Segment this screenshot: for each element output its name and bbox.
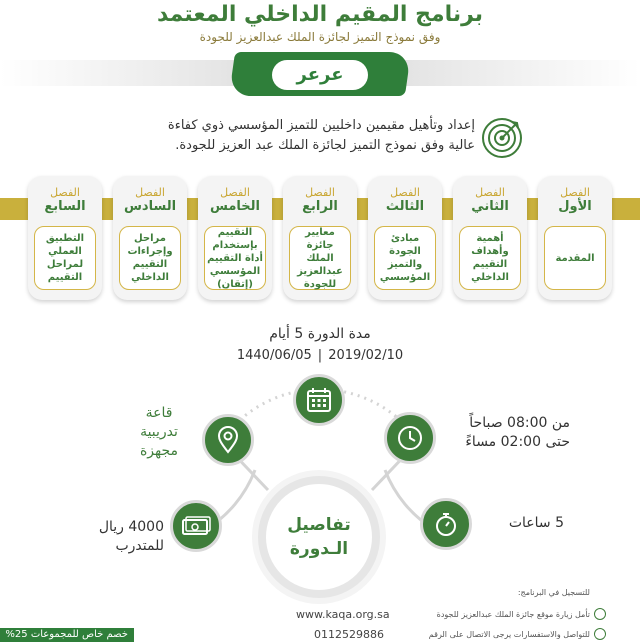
chapter-ordinal: الرابع (302, 199, 338, 214)
course-dates (220, 348, 420, 363)
globe-icon (594, 608, 606, 620)
chapter-label: الفصل (390, 186, 420, 199)
fee-text (84, 518, 164, 556)
date-hijri: 1440/06/05 (236, 348, 312, 363)
course-duration: مدة الدورة 5 أيام (269, 326, 371, 342)
register-title: للتسجيل في البرنامج: (517, 588, 590, 597)
chapter-ordinal: السادس (123, 199, 177, 214)
chapter-card-1 (538, 176, 612, 300)
chapter-ordinal: الثالث (385, 199, 425, 214)
date-gregorian: 2019/02/10 (328, 348, 404, 363)
chapter-ordinal: الثاني (471, 199, 509, 214)
chapter-ordinal: السابع (44, 199, 86, 214)
phone-icon (594, 628, 606, 640)
clock-icon (396, 424, 424, 452)
visit-text: تأمل زيارة موقع جائزة الملك عبدالعزيز للجودة (436, 610, 590, 619)
chapter-card-7 (28, 176, 102, 300)
phone-number[interactable]: 0112529886 (314, 628, 384, 641)
time-line-1: من 08:00 صباحاً (469, 415, 570, 431)
target-icon (480, 116, 524, 160)
page-subtitle: وفق نموذج التميز لجائزة الملك عبدالعزيز للجودة (199, 30, 441, 44)
timer-circle (420, 498, 472, 550)
venue-line-2: تدريبية (140, 424, 178, 440)
details-center (258, 476, 380, 598)
calendar-circle (293, 374, 345, 426)
objective-line-2: عالية وفق نموذج التميز لجائزة الملك عبد العزيز للجودة. (175, 138, 475, 153)
details-title-line-1: تفاصيل (287, 515, 351, 535)
chapter-topic: مبادئ الجودة والتميز المؤسسي (374, 226, 436, 290)
hours-text: 5 ساعات (508, 515, 564, 531)
chapter-topic: أهمية وأهداف التقييم الداخلي (459, 226, 521, 290)
chapter-topic: التطبيق العملي لمراحل التقييم (34, 226, 96, 290)
page-title: برنامج المقيم الداخلي المعتمد (156, 2, 484, 27)
chapter-ordinal: الخامس (209, 199, 260, 214)
chapter-label: الفصل (220, 186, 250, 199)
header (0, 0, 640, 50)
objective-text (130, 116, 475, 156)
chapter-card-2 (453, 176, 527, 300)
chapter-topic: المقدمة (544, 226, 606, 290)
chapter-label: الفصل (50, 186, 80, 199)
location-circle (202, 414, 254, 466)
chapter-topic: معايير جائزة الملك عبدالعزيز للجودة (289, 226, 351, 290)
money-circle (170, 500, 222, 552)
chapter-label: الفصل (305, 186, 335, 199)
chapter-label: الفصل (560, 186, 590, 199)
details-title-line-2: الـدورة (289, 539, 349, 559)
website-link[interactable]: www.kaqa.org.sa (296, 608, 390, 621)
chapter-card-3 (368, 176, 442, 300)
fee-line-2: للمتدرب (115, 538, 164, 554)
chapter-card-5 (198, 176, 272, 300)
discount-badge: خصم خاص للمجموعات 25% (0, 628, 134, 642)
chapter-label: الفصل (475, 186, 505, 199)
money-icon (181, 514, 211, 538)
time-text (446, 414, 570, 452)
chapter-topic: مراحل وإجراءات التقييم الداخلي (119, 226, 181, 290)
location-icon (215, 426, 241, 454)
calendar-icon (305, 386, 333, 414)
venue-line-3: مجهزة (139, 443, 179, 459)
chapter-topic: التقييم بإستخدام أداة التقييم المؤسسي (إتقان) (204, 226, 266, 290)
timer-icon (433, 510, 459, 538)
clock-circle (384, 412, 436, 464)
time-line-2: حتى 02:00 مساءً (465, 434, 570, 450)
chapter-card-4 (283, 176, 357, 300)
date-separator: | (317, 348, 323, 363)
fee-line-1: 4000 ريال (98, 519, 164, 535)
city-label: عرعر (272, 60, 368, 90)
chapter-label: الفصل (135, 186, 165, 199)
objective-line-1: إعداد وتأهيل مقيمين داخليين للتميز المؤسسي ذوي كفاءة (167, 118, 475, 133)
chapter-ordinal: الأول (558, 199, 592, 214)
chapter-card-6 (113, 176, 187, 300)
venue-text (128, 404, 190, 461)
contact-text: للتواصل والاستفسارات يرجى الاتصال على الرقم (428, 630, 590, 639)
venue-line-1: قاعة (145, 405, 173, 421)
